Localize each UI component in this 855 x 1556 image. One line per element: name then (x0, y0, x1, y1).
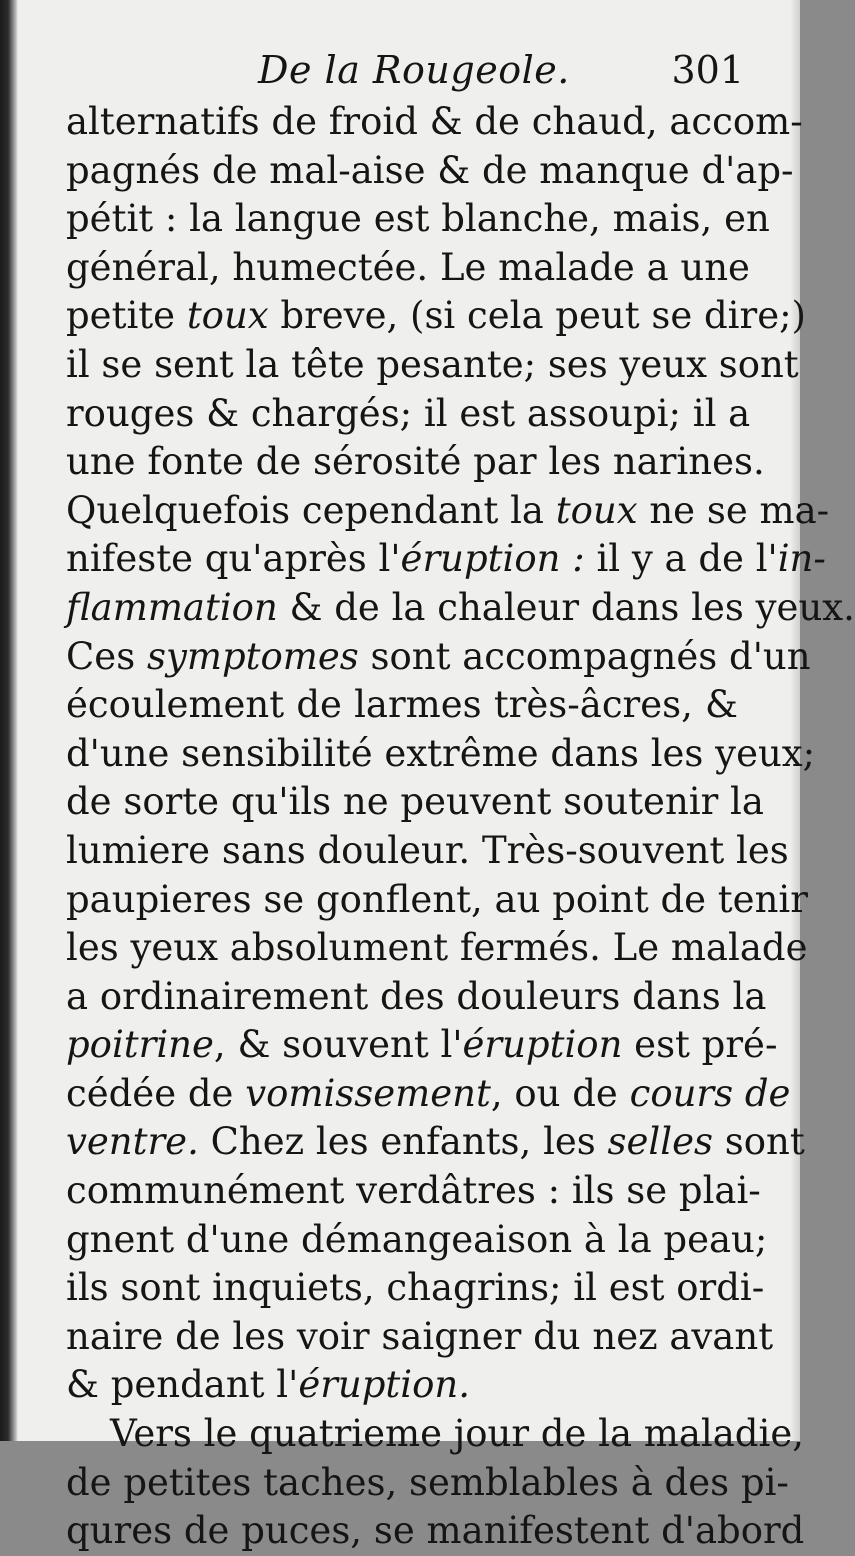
text-line (66, 633, 811, 682)
italic-segment: flammation (66, 585, 278, 629)
text-segment: pétit : la langue est blanche, mais, en (66, 197, 770, 241)
italic-segment: in- (777, 537, 826, 581)
italic-segment: selles (607, 1120, 713, 1164)
text-line (66, 1216, 768, 1265)
text-segment: Ces (66, 634, 147, 678)
text-segment: général, humectée. Le malade a une (66, 245, 750, 289)
text-segment: paupieres se gonflent, au point de tenir (66, 877, 808, 921)
italic-segment: éruption. (298, 1363, 470, 1407)
text-line (66, 1070, 791, 1119)
text-line (66, 98, 803, 147)
text-segment: sont (712, 1120, 805, 1164)
text-line (66, 584, 855, 633)
text-line (66, 292, 806, 341)
text-line (66, 535, 826, 584)
text-segment: ne se ma- (637, 488, 830, 532)
text-segment: Chez les enfants, les (198, 1120, 608, 1164)
text-line (66, 1459, 789, 1508)
text-segment: sont accompagnés d'un (358, 634, 811, 678)
italic-segment: éruption : (400, 537, 585, 581)
text-segment: pagnés de mal-aise & de manque d'ap- (66, 148, 794, 192)
text-line (66, 147, 794, 196)
text-line (66, 730, 816, 779)
text-segment: d'une sensibilité extrême dans les yeux; (66, 731, 816, 775)
text-segment: a ordinairement des douleurs dans la (66, 974, 767, 1018)
text-line (66, 341, 799, 390)
text-segment: & de la chaleur dans les yeux. (277, 585, 855, 629)
text-segment: nifeste qu'après l' (66, 537, 401, 581)
text-line (66, 438, 765, 487)
text-segment: , ou de (490, 1071, 630, 1115)
text-line (66, 390, 751, 439)
text-segment: , & souvent l' (213, 1023, 463, 1067)
text-line (66, 244, 750, 293)
text-segment: alternatifs de froid & de chaud, accom- (66, 100, 803, 143)
text-line (66, 778, 764, 827)
page-header (68, 42, 744, 102)
text-line (66, 1021, 778, 1070)
text-line (66, 924, 808, 973)
text-segment: petite (66, 294, 187, 338)
text-line (66, 1167, 761, 1216)
italic-segment: toux (186, 294, 269, 338)
text-line (66, 1507, 805, 1556)
text-segment: de petites taches, semblables à des pi- (66, 1460, 789, 1504)
running-title: De la Rougeole. (258, 48, 570, 92)
italic-segment: cours de (629, 1071, 791, 1115)
text-segment: écoulement de larmes très-âcres, & (66, 683, 738, 727)
text-segment: breve, (si cela peut se dire;) (268, 294, 806, 338)
text-segment: communément verdâtres : ils se plai- (66, 1169, 761, 1213)
text-segment: de sorte qu'ils ne peuvent soutenir la (66, 780, 764, 824)
italic-segment: ventre. (66, 1120, 199, 1164)
italic-segment: poitrine (66, 1023, 214, 1067)
text-segment: gnent d'une démangeaison à la peau; (66, 1217, 768, 1261)
text-segment: & pendant l' (66, 1363, 299, 1407)
text-segment: lumiere sans douleur. Très-souvent les (66, 828, 789, 872)
italic-segment: toux (555, 488, 638, 532)
text-segment: les yeux absolument fermés. Le malade (66, 926, 808, 970)
text-line (66, 681, 738, 730)
text-segment: il y a de l' (584, 537, 778, 581)
text-segment: il se sent la tête pesante; ses yeux sont (66, 342, 799, 386)
italic-segment: vomissement (245, 1071, 491, 1115)
text-segment: Quelquefois cependant la (66, 488, 556, 532)
text-segment: rouges & chargés; il est assoupi; il a (66, 391, 751, 435)
text-line (66, 1313, 774, 1362)
text-line (66, 195, 770, 244)
text-line (66, 1410, 804, 1459)
text-line (66, 487, 830, 536)
text-line (66, 876, 808, 925)
text-line (66, 1361, 738, 1410)
body-text (66, 98, 855, 1556)
text-segment: cédée de (66, 1071, 246, 1115)
page-number: 301 (671, 48, 744, 92)
text-line (66, 973, 767, 1022)
text-line (66, 1264, 765, 1313)
text-segment: qures de puces, se manifestent d'abord (66, 1509, 805, 1553)
text-segment: naire de les voir saigner du nez avant (66, 1314, 774, 1358)
text-line (66, 1118, 805, 1167)
text-segment: est pré- (622, 1023, 778, 1067)
page-gutter-shadow (0, 0, 18, 1441)
text-segment: Vers le quatrieme jour de la maladie, (110, 1412, 804, 1456)
page-edge (790, 0, 800, 1441)
italic-segment: symptomes (146, 634, 359, 678)
text-line (66, 827, 789, 876)
italic-segment: éruption (462, 1023, 623, 1067)
text-segment: ils sont inquiets, chagrins; il est ordi- (66, 1266, 765, 1310)
text-segment: une fonte de sérosité par les narines. (66, 440, 765, 484)
